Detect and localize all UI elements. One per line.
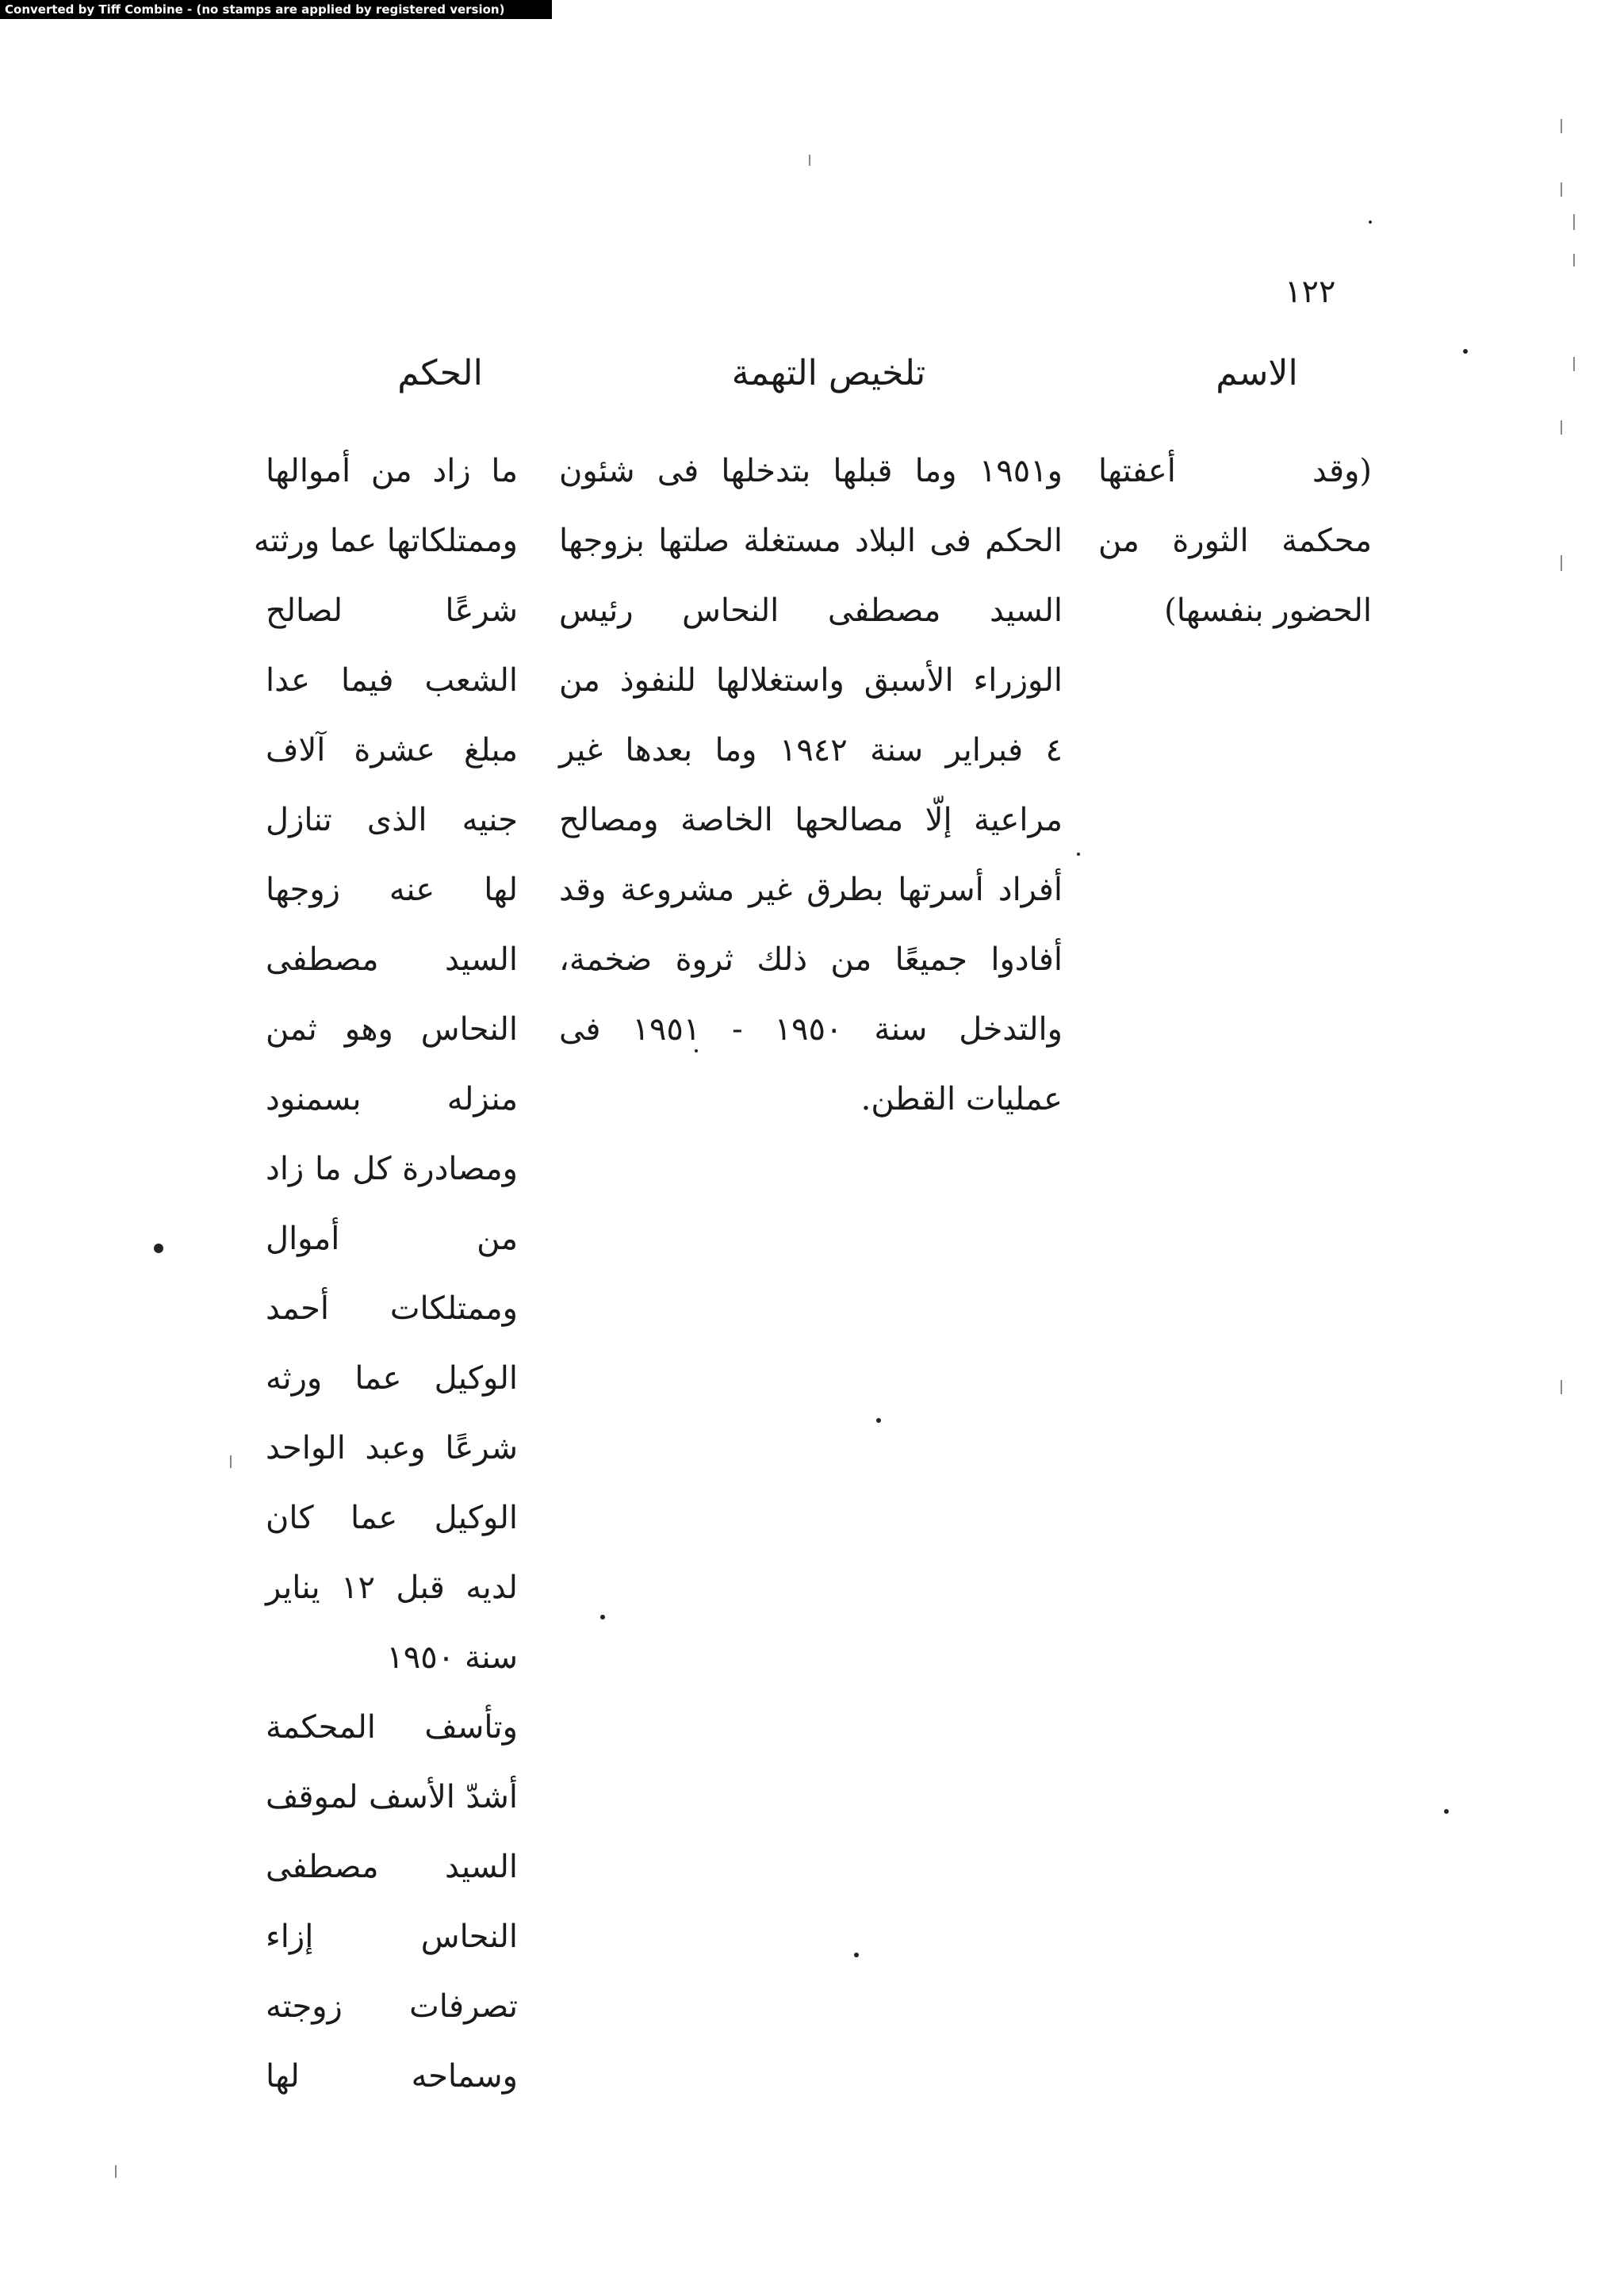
scan-speck: [1444, 1809, 1449, 1814]
scan-speck: [1369, 220, 1372, 224]
verdict-line: مبلغ عشرة آلاف: [266, 732, 518, 769]
verdict-line: وممتلكات أحمد: [266, 1290, 518, 1327]
header-name: الاسم: [1216, 353, 1298, 393]
scan-speck: [695, 1049, 698, 1052]
scan-edge-mark: [1573, 254, 1575, 266]
converter-banner: Converted by Tiff Combine - (no stamps are applied by registered version): [0, 0, 552, 19]
verdict-line: من أموال: [266, 1221, 518, 1257]
verdict-line: السيد مصطفى: [266, 1849, 518, 1885]
scan-edge-mark: [1573, 357, 1575, 371]
verdict-line: لها عنه زوجها: [266, 872, 518, 908]
scan-edge-mark: [1561, 420, 1562, 435]
verdict-line: الوكيل عما ورثه: [266, 1360, 518, 1397]
verdict-column: [253, 436, 518, 2111]
verdict-line: شرعًا وعبد الواحد: [266, 1430, 518, 1466]
charge-line: أفراد أسرتها بطرق غير مشروعة وقد: [559, 872, 1063, 908]
name-line: (وقد أعفتها: [1098, 453, 1372, 489]
verdict-line: السيد مصطفى: [266, 941, 518, 978]
scan-speck: [154, 1244, 163, 1253]
scan-speck: [854, 1953, 859, 1957]
verdict-line: ومصادرة كل ما زاد: [266, 1151, 518, 1187]
charge-summary-column: [559, 436, 1063, 1134]
charge-line: أفادوا جميعًا من ذلك ثروة ضخمة،: [559, 941, 1063, 978]
verdict-line: أشدّ الأسف لموقف: [266, 1779, 518, 1815]
scan-edge-mark: [1561, 119, 1562, 133]
scan-edge-mark: [115, 2165, 117, 2178]
scan-edge-mark: [1561, 555, 1562, 571]
scan-edge-mark: [1561, 182, 1562, 197]
charge-line: و١٩٥١ وما قبلها بتدخلها فى شئون: [559, 453, 1063, 489]
verdict-line: ما زاد من أموالها: [266, 453, 518, 489]
verdict-line: النحاس وهو ثمن: [266, 1011, 518, 1048]
scan-speck: [1077, 853, 1080, 856]
name-column: [1098, 436, 1372, 646]
scan-edge-mark: [1561, 1380, 1562, 1394]
scan-edge-mark: [809, 155, 810, 166]
name-line: محكمة الثورة من: [1098, 523, 1372, 559]
verdict-line: وممتلكاتها عما ورثته: [253, 523, 518, 559]
page-number: ١٢٢: [1285, 274, 1336, 310]
name-line: الحضور بنفسها): [1164, 592, 1372, 629]
verdict-line: النحاس إزاء: [266, 1918, 518, 1955]
charge-line: عمليات القطن.: [860, 1081, 1063, 1117]
scan-speck: [876, 1418, 881, 1423]
header-verdict: الحكم: [397, 353, 483, 393]
charge-line: السيد مصطفى النحاس رئيس: [559, 592, 1063, 629]
charge-line: الوزراء الأسبق واستغلالها للنفوذ من: [559, 662, 1063, 699]
verdict-line: تصرفات زوجته: [266, 1988, 518, 2025]
verdict-line: جنيه الذى تنازل: [266, 802, 518, 838]
verdict-line: وتأسف المحكمة: [266, 1709, 518, 1746]
charge-line: ٤ فبراير سنة ١٩٤٢ وما بعدها غير: [559, 732, 1063, 769]
charge-line: مراعية إلّا مصالحها الخاصة ومصالح: [559, 802, 1063, 838]
verdict-line: الشعب فيما عدا: [266, 662, 518, 699]
charge-line: والتدخل سنة ١٩٥٠ - ١٩٥١ فى: [559, 1011, 1063, 1048]
scan-speck: [600, 1615, 605, 1619]
charge-line: الحكم فى البلاد مستغلة صلتها بزوجها: [559, 523, 1063, 559]
scan-edge-mark: [1573, 214, 1575, 230]
verdict-line: الوكيل عما كان: [266, 1500, 518, 1536]
verdict-line: شرعًا لصالح: [266, 592, 518, 629]
scan-speck: [1463, 349, 1468, 354]
verdict-line: لديه قبل ١٢ يناير: [266, 1570, 518, 1606]
verdict-line: منزله بسمنود: [266, 1081, 518, 1117]
header-charge-summary: تلخيص التهمة: [731, 353, 926, 393]
verdict-line: وسماحه لها: [266, 2058, 518, 2095]
scan-edge-mark: [230, 1455, 232, 1468]
verdict-line: سنة ١٩٥٠: [386, 1639, 518, 1676]
